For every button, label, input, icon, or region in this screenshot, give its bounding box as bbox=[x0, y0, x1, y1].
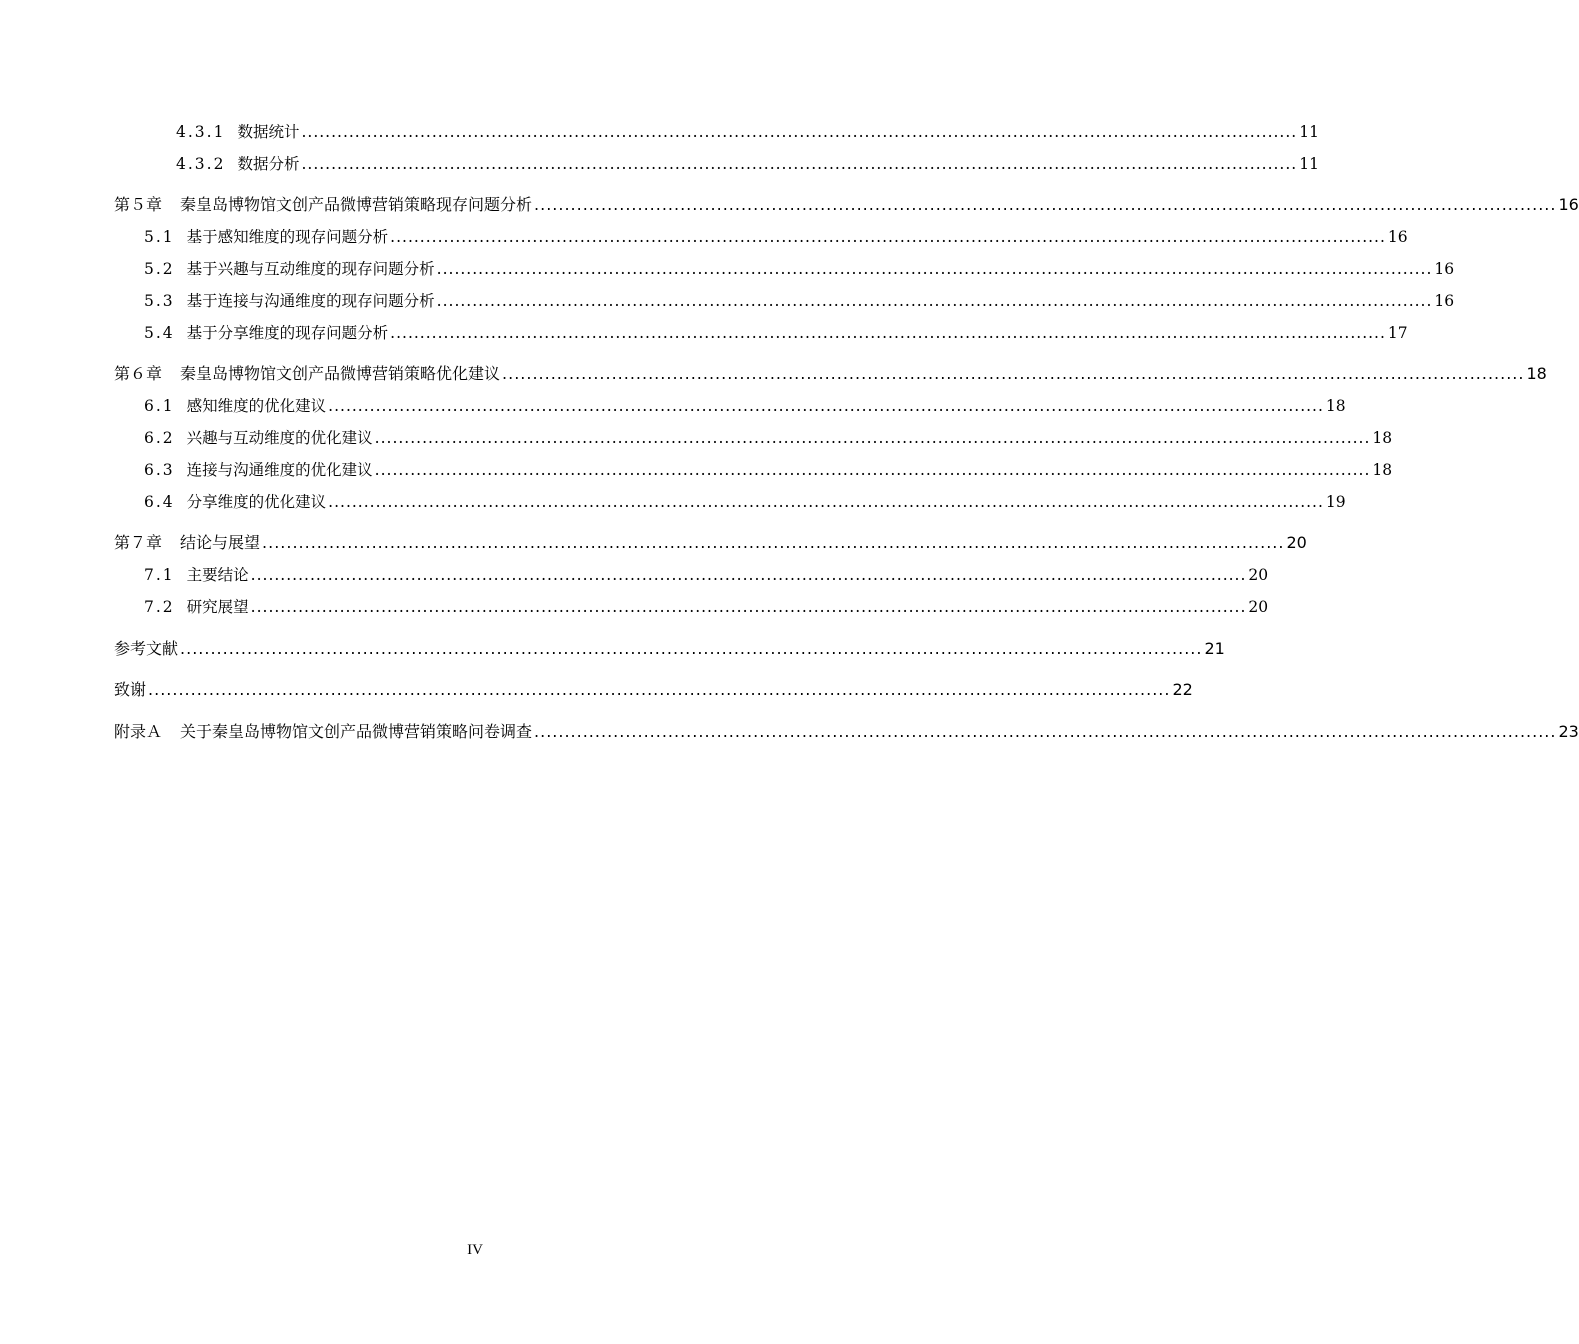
toc-entry-page: 21 bbox=[1204, 639, 1225, 658]
toc-entry-title: 连接与沟通维度的优化建议 bbox=[186, 461, 373, 479]
toc-leader-dots: ........................................................................................................................................................................ bbox=[148, 680, 1171, 699]
toc-leader-dots: ........................................................................................................................................................................ bbox=[534, 722, 1557, 741]
toc-entry[interactable] bbox=[114, 193, 1579, 217]
toc-entry-page: 22 bbox=[1172, 680, 1193, 699]
toc-entry-number: 6.4 bbox=[144, 493, 175, 511]
toc-entry-page: 18 bbox=[1372, 429, 1393, 447]
toc-entry-title: 研究展望 bbox=[186, 598, 249, 616]
toc-entry-number: 第６章 bbox=[114, 364, 163, 383]
toc-entry-title: 数据分析 bbox=[237, 155, 300, 173]
toc-entry[interactable] bbox=[144, 595, 1269, 619]
toc-entry-label bbox=[144, 563, 249, 587]
toc-entry-page: 23 bbox=[1558, 722, 1579, 741]
toc-leader-dots: ........................................................................................................................................................................ bbox=[250, 566, 1247, 584]
toc-entry-page: 20 bbox=[1248, 598, 1269, 616]
toc-entry-label bbox=[144, 458, 373, 482]
toc-entry-page: 16 bbox=[1387, 228, 1408, 246]
toc-entry[interactable] bbox=[144, 426, 1393, 450]
toc-entry-page: 16 bbox=[1434, 292, 1455, 310]
toc-leader-dots: ........................................................................................................................................................................ bbox=[301, 155, 1298, 173]
toc-entry-number: 4.3.1 bbox=[176, 123, 226, 141]
toc-leader-dots: ........................................................................................................................................................................ bbox=[328, 397, 1324, 415]
toc-entry-label bbox=[144, 289, 435, 313]
toc-entry-title: 分享维度的优化建议 bbox=[186, 493, 327, 511]
toc-entry-page: 11 bbox=[1299, 155, 1319, 173]
toc-entry[interactable] bbox=[144, 394, 1346, 418]
toc-entry-number: 7.2 bbox=[144, 598, 175, 616]
toc-leader-dots: ........................................................................................................................................................................ bbox=[250, 598, 1247, 616]
toc-entry-title: 秦皇岛博物馆文创产品微博营销策略优化建议 bbox=[180, 364, 501, 383]
toc-entry-label bbox=[114, 678, 146, 702]
toc-entry-label bbox=[144, 257, 435, 281]
toc-entry[interactable] bbox=[144, 321, 1408, 345]
toc-entry[interactable] bbox=[144, 225, 1408, 249]
toc-leader-dots: ........................................................................................................................................................................ bbox=[436, 292, 1433, 310]
toc-entry-page: 16 bbox=[1434, 260, 1455, 278]
toc-entry-label bbox=[176, 120, 299, 144]
toc-entry-title: 基于感知维度的现存问题分析 bbox=[186, 228, 389, 246]
toc-leader-dots: ........................................................................................................................................................................ bbox=[374, 461, 1371, 479]
toc-entry-number: 5.2 bbox=[144, 260, 175, 278]
toc-entry-page: 11 bbox=[1299, 123, 1319, 141]
toc-entry-title: 致谢 bbox=[114, 680, 147, 699]
toc-entry[interactable] bbox=[144, 458, 1393, 482]
toc-entry-number: 5.4 bbox=[144, 324, 175, 342]
toc-entry-title: 基于兴趣与互动维度的现存问题分析 bbox=[186, 260, 435, 278]
toc-entry-title: 兴趣与互动维度的优化建议 bbox=[186, 429, 373, 447]
toc-entry-number: 附录Ａ bbox=[114, 722, 163, 741]
toc-leader-dots: ........................................................................................................................................................................ bbox=[502, 364, 1525, 383]
toc-entry-label bbox=[144, 394, 326, 418]
toc-entry[interactable] bbox=[144, 490, 1346, 514]
toc-entry-page: 20 bbox=[1248, 566, 1269, 584]
toc-entry-page: 16 bbox=[1558, 195, 1579, 214]
toc-entry-page: 18 bbox=[1526, 364, 1547, 383]
toc-entry-page: 18 bbox=[1325, 397, 1346, 415]
toc-entry-title: 基于连接与沟通维度的现存问题分析 bbox=[186, 292, 435, 310]
toc-entry-number: 6.3 bbox=[144, 461, 175, 479]
toc-entry-label bbox=[114, 531, 260, 555]
toc-leader-dots: ........................................................................................................................................................................ bbox=[436, 260, 1433, 278]
toc-entry-number: 第７章 bbox=[114, 533, 163, 552]
toc-entry-title: 参考文献 bbox=[114, 639, 179, 658]
toc-entry-page: 17 bbox=[1387, 324, 1408, 342]
toc-entry-number: 4.3.2 bbox=[176, 155, 226, 173]
toc-entry[interactable] bbox=[144, 289, 1455, 313]
toc-entry[interactable] bbox=[176, 152, 1319, 176]
toc-entry[interactable] bbox=[114, 362, 1547, 386]
toc-entry-page: 20 bbox=[1286, 533, 1307, 552]
page-number-footer: IV bbox=[467, 1242, 483, 1258]
toc-entry-label bbox=[114, 193, 532, 217]
toc-entry-label bbox=[144, 490, 326, 514]
toc-entry[interactable] bbox=[176, 120, 1319, 144]
toc-entry-title: 基于分享维度的现存问题分析 bbox=[186, 324, 389, 342]
toc-entry-label bbox=[114, 637, 178, 661]
toc-entry-title: 感知维度的优化建议 bbox=[186, 397, 327, 415]
toc-leader-dots: ........................................................................................................................................................................ bbox=[328, 493, 1324, 511]
toc-leader-dots: ........................................................................................................................................................................ bbox=[374, 429, 1371, 447]
toc-leader-dots: ........................................................................................................................................................................ bbox=[180, 639, 1203, 658]
toc-entry[interactable] bbox=[114, 678, 1193, 702]
toc-entry-label bbox=[144, 595, 249, 619]
toc-leader-dots: ........................................................................................................................................................................ bbox=[390, 324, 1386, 342]
toc-entry[interactable] bbox=[114, 637, 1225, 661]
toc-entry-label bbox=[114, 720, 532, 744]
toc-entry-label bbox=[176, 152, 299, 176]
toc-entry[interactable] bbox=[144, 563, 1269, 587]
toc-entry-page: 18 bbox=[1372, 461, 1393, 479]
toc-entry-page: 19 bbox=[1325, 493, 1346, 511]
toc-entry-number: 6.2 bbox=[144, 429, 175, 447]
toc-entry-number: 6.1 bbox=[144, 397, 175, 415]
toc-entry-title: 关于秦皇岛博物馆文创产品微博营销策略问卷调查 bbox=[180, 722, 533, 741]
toc-entry-label bbox=[144, 321, 388, 345]
toc-entry-label bbox=[144, 426, 373, 450]
toc-entry[interactable] bbox=[144, 257, 1455, 281]
toc-entry-number: 5.1 bbox=[144, 228, 175, 246]
toc-entry-number: 第５章 bbox=[114, 195, 163, 214]
toc-leader-dots: ........................................................................................................................................................................ bbox=[390, 228, 1386, 246]
toc-entry-title: 主要结论 bbox=[186, 566, 249, 584]
toc-entry-title: 结论与展望 bbox=[180, 533, 261, 552]
toc-entry-number: 7.1 bbox=[144, 566, 175, 584]
toc-entry-label bbox=[114, 362, 500, 386]
toc-leader-dots: ........................................................................................................................................................................ bbox=[262, 533, 1285, 552]
toc-entry-title: 数据统计 bbox=[237, 123, 300, 141]
toc-entry-number: 5.3 bbox=[144, 292, 175, 310]
toc-entry[interactable] bbox=[114, 720, 1579, 744]
toc-entry-title: 秦皇岛博物馆文创产品微博营销策略现存问题分析 bbox=[180, 195, 533, 214]
toc-leader-dots: ........................................................................................................................................................................ bbox=[301, 123, 1298, 141]
toc-leader-dots: ........................................................................................................................................................................ bbox=[534, 195, 1557, 214]
toc-entry[interactable] bbox=[114, 531, 1307, 555]
toc-entry-label bbox=[144, 225, 388, 249]
